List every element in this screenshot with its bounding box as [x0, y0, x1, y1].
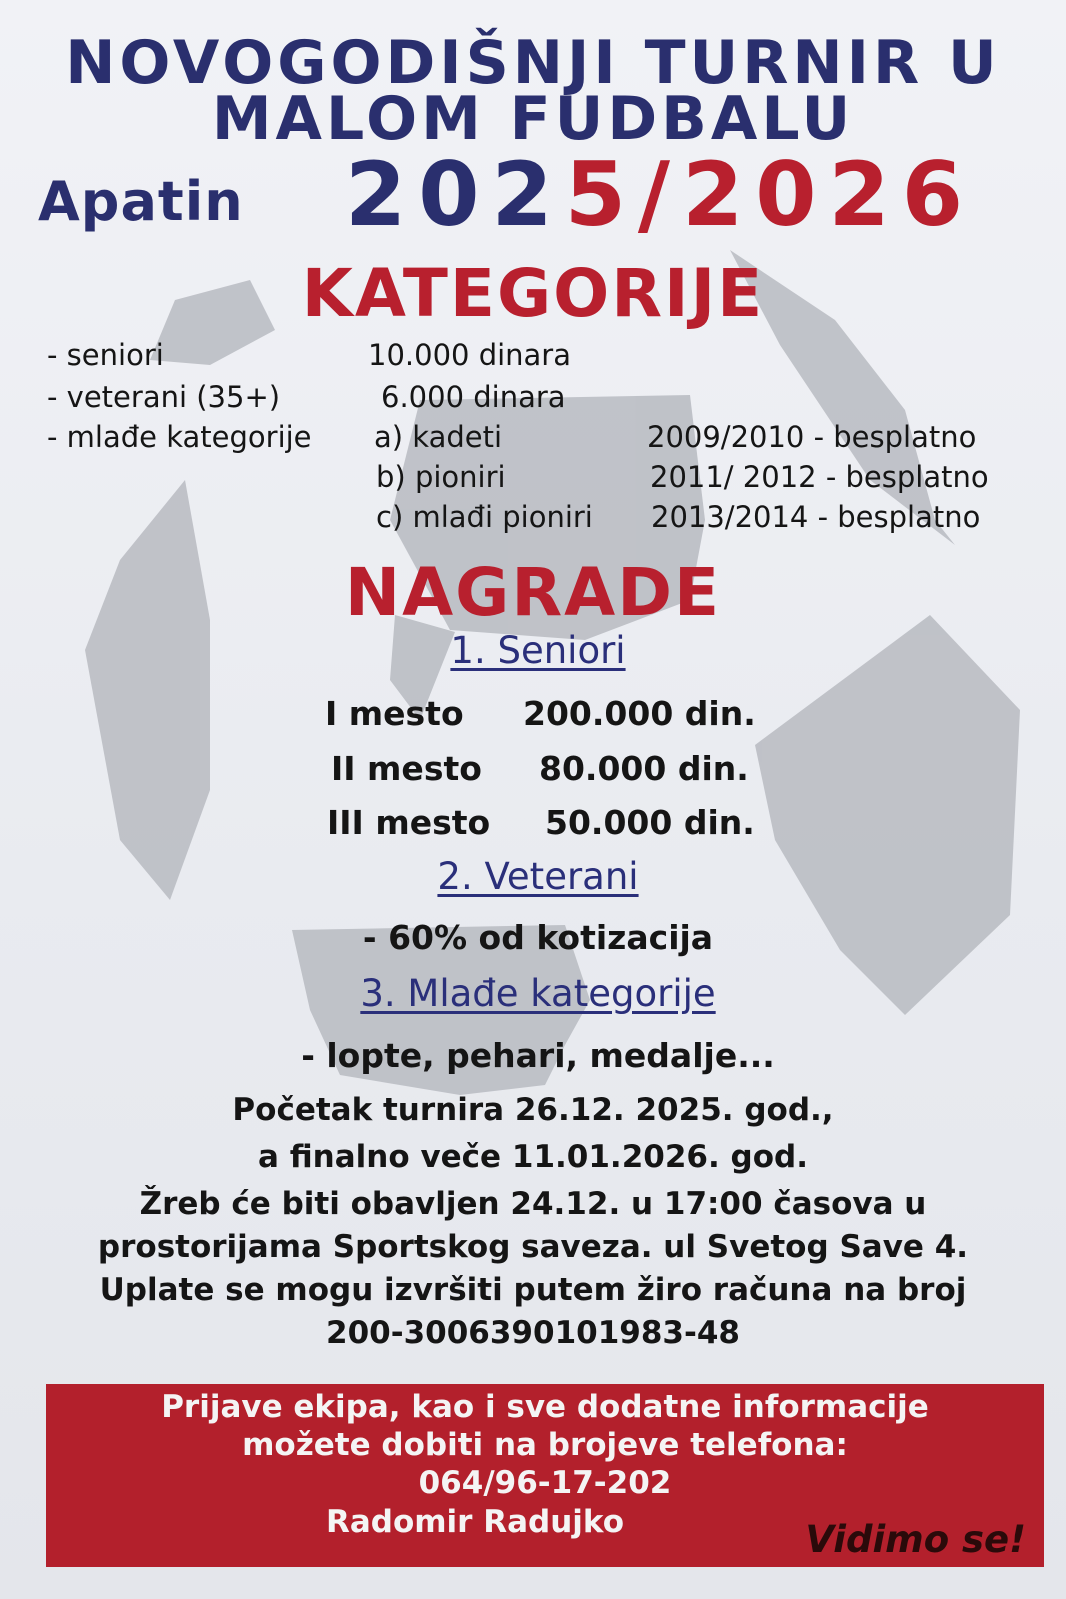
season-year-start: 202 — [345, 143, 565, 246]
youth-group-name: b) pioniri — [376, 460, 506, 494]
prize-amount: 50.000 din. — [545, 803, 755, 842]
youth-group-years: 2013/2014 - besplatno — [651, 500, 981, 534]
info-line: Žreb će biti obavljen 24.12. u 17:00 časova u — [139, 1186, 927, 1222]
youth-group-years: 2011/ 2012 - besplatno — [650, 460, 989, 494]
contact-banner — [46, 1384, 1044, 1567]
prizes-mladje-text: - lopte, pehari, medalje... — [301, 1036, 775, 1075]
category-mladje-label: - mlađe kategorije — [47, 420, 312, 454]
youth-group-years: 2009/2010 - besplatno — [647, 420, 977, 454]
prizes-seniori-title: 1. Seniori — [450, 629, 626, 672]
categories-heading: KATEGORIJE — [301, 255, 765, 332]
prize-place: I mesto — [325, 694, 464, 733]
contact-phone: 064/96-17-202 — [418, 1465, 672, 1501]
info-line: a finalno veče 11.01.2026. god. — [257, 1139, 809, 1175]
contact-line-2: možete dobiti na brojeve telefona: — [242, 1427, 848, 1463]
season-years — [345, 145, 975, 245]
title-line-1: NOVOGODIŠNJI TURNIR U — [65, 28, 1001, 98]
info-line: Početak turnira 26.12. 2025. god., — [232, 1092, 834, 1128]
prizes-heading: NAGRADE — [344, 554, 722, 631]
category-seniori-fee: 10.000 dinara — [368, 338, 571, 372]
prize-place: III mesto — [327, 803, 491, 842]
prize-amount: 200.000 din. — [523, 694, 756, 733]
season-year-end: 5/2026 — [564, 143, 975, 246]
category-veterani-fee: 6.000 dinara — [381, 380, 566, 414]
contact-line-1: Prijave ekipa, kao i sve dodatne informacije — [161, 1389, 929, 1425]
title-line-2: MALOM FUDBALU — [211, 84, 855, 154]
prizes-veterani-title: 2. Veterani — [437, 855, 639, 898]
info-line: Uplate se mogu izvršiti putem žiro računa na broj — [99, 1272, 967, 1308]
prize-place: II mesto — [331, 749, 482, 788]
category-veterani-label: - veterani (35+) — [47, 380, 281, 414]
prizes-mladje-title: 3. Mlađe kategorije — [360, 972, 716, 1015]
category-seniori-label: - seniori — [47, 338, 164, 372]
prizes-veterani-text: - 60% od kotizacija — [362, 918, 714, 957]
youth-group-name: c) mlađi pioniri — [376, 500, 593, 534]
youth-group-name: a) kadeti — [374, 420, 503, 454]
prize-amount: 80.000 din. — [539, 749, 749, 788]
bank-account-number: 200-3006390101983-48 — [326, 1315, 740, 1351]
city-name: Apatin — [38, 170, 244, 233]
info-line: prostorijama Sportskog saveza. ul Svetog Save 4. — [97, 1229, 969, 1265]
contact-name: Radomir Radujko — [325, 1504, 625, 1540]
closing-slogan: Vidimo se! — [805, 1518, 1026, 1561]
